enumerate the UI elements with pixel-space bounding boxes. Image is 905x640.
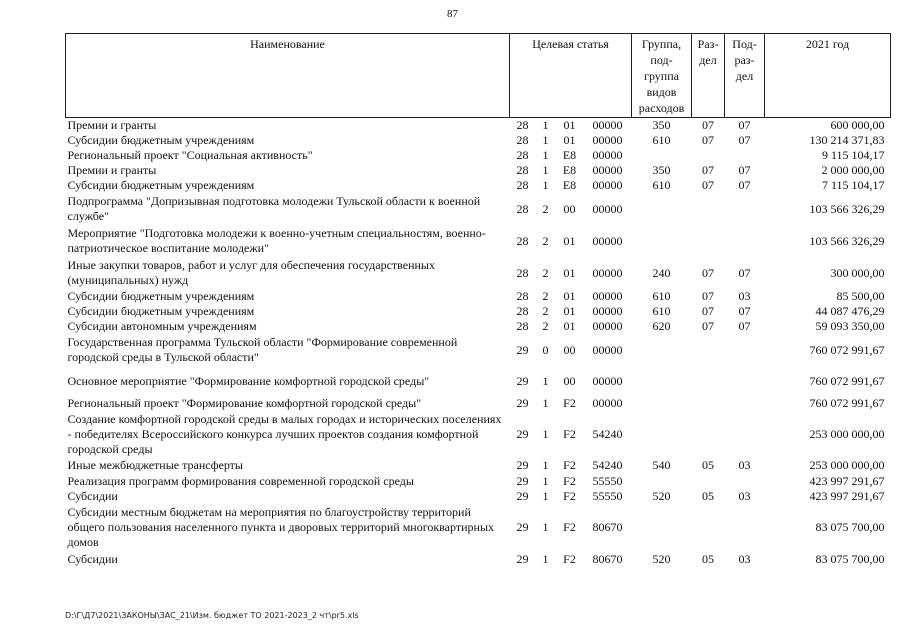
table-row [66,334,891,366]
cell-section [692,193,725,225]
cell-target-direction: 00000 [592,304,623,318]
cell-target-event: 01 [563,289,576,303]
cell-subsection: 07 [738,163,751,177]
header-target-article: Целевая статья [510,34,632,118]
table-row [66,193,891,225]
cell-subsection [725,334,765,366]
cell-target-subprogram: 1 [542,133,549,147]
cell-target-event: 00 [563,373,576,388]
cell-name: Субсидии автономным учреждениям [67,319,257,333]
cell-expense-group [632,334,692,366]
cell-target-direction: 00000 [592,319,623,333]
cell-name: Субсидии бюджетным учреждениям [67,178,255,192]
cell-target-event: F2 [563,473,576,488]
cell-target-program: 28 [516,133,529,147]
cell-name: Иные межбюджетные трансферты [67,457,243,472]
cell-expense-group: 350 [652,118,671,132]
cell-section [692,148,725,163]
cell-subsection: 03 [738,289,751,303]
cell-target-subprogram: 2 [542,289,549,303]
cell-amount-2021: 423 997 291,67 [809,489,885,503]
table-row [66,550,891,568]
cell-target-direction: 55550 [592,489,623,503]
cell-amount-2021: 423 997 291,67 [809,473,885,488]
cell-name: Реализация программ формирования современной городской среды [67,473,414,488]
cell-expense-group: 240 [652,265,671,280]
cell-amount-2021: 760 072 991,67 [809,373,885,388]
cell-target-subprogram: 1 [542,426,549,441]
cell-section: 07 [702,163,715,177]
cell-target-event: 01 [563,118,576,132]
cell-target-direction: 00000 [592,201,623,216]
cell-subsection: 07 [738,133,751,147]
cell-target-event: E8 [562,178,577,192]
table-row [66,457,891,473]
cell-amount-2021: 760 072 991,67 [809,396,885,410]
table-row [66,148,891,163]
cell-section: 07 [702,133,715,147]
cell-target-event: F2 [563,551,576,566]
cell-amount-2021: 9 115 104,17 [821,148,885,162]
cell-section: 07 [702,118,715,132]
cell-section [692,334,725,366]
cell-name: Субсидии [67,489,118,503]
cell-target-subprogram: 1 [542,178,549,192]
cell-target-program: 28 [516,118,529,132]
table-row [66,473,891,489]
header-year-2021: 2021 год [765,34,891,118]
cell-target-subprogram: 1 [542,457,549,472]
cell-expense-group: 620 [652,319,671,333]
cell-target-program: 29 [516,373,529,388]
cell-subsection: 03 [738,551,751,566]
cell-target-subprogram: 1 [542,396,549,410]
cell-amount-2021: 59 093 350,00 [815,319,885,333]
cell-target-direction: 54240 [592,426,623,441]
cell-amount-2021: 7 115 104,17 [821,178,885,192]
cell-name: Основное мероприятие "Формирование комфортной городской среды" [67,373,430,388]
cell-section [692,411,725,457]
cell-target-direction: 00000 [592,133,623,147]
table-body [66,118,891,569]
cell-amount-2021: 44 087 476,29 [815,304,885,318]
cell-expense-group [632,504,692,550]
cell-name: Региональный проект "Социальная активность" [67,148,313,162]
cell-section: 05 [702,489,715,503]
cell-target-subprogram: 1 [542,489,549,503]
cell-target-direction: 00000 [592,163,623,177]
cell-target-program: 28 [516,304,529,318]
cell-section [692,473,725,489]
table-row [66,178,891,193]
cell-subsection: 07 [738,304,751,318]
table-header-row [66,34,891,118]
cell-amount-2021: 600 000,00 [830,118,885,132]
cell-section [692,366,725,396]
cell-name: Субсидии местным бюджетам на мероприятия по благоустройству территорий общего пользования населенного пункта и дворовых территорий многоквартирных домов [67,504,495,549]
cell-amount-2021: 300 000,00 [830,265,885,280]
cell-target-event: 01 [563,304,576,318]
cell-expense-group [632,225,692,257]
cell-expense-group [632,148,692,163]
cell-section: 07 [702,319,715,333]
cell-expense-group: 610 [652,304,671,318]
cell-target-program: 29 [516,551,529,566]
cell-target-subprogram: 0 [542,342,549,357]
cell-target-direction: 00000 [592,148,623,162]
cell-subsection [725,193,765,225]
cell-target-program: 29 [516,342,529,357]
cell-amount-2021: 2 000 000,00 [821,163,885,177]
table-row [66,319,891,334]
header-name: Наименование [66,34,510,118]
cell-name: Субсидии бюджетным учреждениям [67,133,255,147]
cell-subsection [725,411,765,457]
cell-target-subprogram: 2 [542,265,549,280]
cell-expense-group [632,396,692,411]
cell-expense-group [632,473,692,489]
cell-target-direction: 00000 [592,178,623,192]
cell-section [692,396,725,411]
cell-amount-2021: 253 000 000,00 [809,457,885,472]
cell-section [692,225,725,257]
cell-target-event: F2 [563,489,576,503]
cell-section [692,504,725,550]
cell-amount-2021: 85 500,00 [836,289,885,303]
cell-name: Премии и гранты [67,118,157,132]
cell-subsection [725,504,765,550]
cell-section: 07 [702,265,715,280]
cell-expense-group: 540 [652,457,671,472]
cell-section: 05 [702,551,715,566]
cell-target-event: 01 [563,319,576,333]
cell-target-direction: 00000 [592,373,623,388]
cell-target-event: F2 [563,396,576,410]
cell-name: Субсидии бюджетным учреждениям [67,289,255,303]
cell-target-subprogram: 1 [542,519,549,534]
cell-name: Подпрограмма "Допризывная подготовка молодежи Тульской области к военной службе" [67,194,481,223]
cell-target-program: 28 [516,163,529,177]
cell-target-direction: 00000 [592,342,623,357]
cell-target-program: 29 [516,396,529,410]
cell-section: 07 [702,304,715,318]
cell-target-program: 28 [516,319,529,333]
cell-target-event: 01 [563,233,576,248]
header-subsection: Под-раз-дел [725,34,765,118]
cell-subsection [725,225,765,257]
cell-target-program: 28 [516,233,529,248]
cell-target-direction: 55550 [592,473,623,488]
cell-name: Субсидии [67,551,118,566]
cell-name: Региональный проект "Формирование комфортной городской среды" [67,396,422,410]
cell-name: Создание комфортной городской среды в малых городах и исторических поселениях - победителях Всероссийского конкурса лучших проектов создания комфортной городской среды [67,411,502,456]
cell-name: Премии и гранты [67,163,157,177]
cell-amount-2021: 253 000 000,00 [809,426,885,441]
header-section: Раз-дел [692,34,725,118]
cell-target-direction: 00000 [592,289,623,303]
cell-amount-2021: 83 075 700,00 [815,551,885,566]
cell-name: Мероприятие "Подготовка молодежи к военно-учетным специальностям, военно-патриотическое воспитание молодежи" [67,226,486,255]
cell-target-program: 28 [516,265,529,280]
cell-expense-group: 610 [652,178,671,192]
cell-target-event: F2 [563,426,576,441]
cell-target-direction: 00000 [592,118,623,132]
cell-target-subprogram: 1 [542,551,549,566]
table-row [66,411,891,457]
cell-expense-group [632,411,692,457]
cell-name: Иные закупки товаров, работ и услуг для обеспечения государственных (муниципальных) нужд [67,258,435,287]
cell-target-event: 01 [563,265,576,280]
table-row [66,118,891,134]
cell-subsection: 03 [738,457,751,472]
cell-target-event: 00 [563,201,576,216]
table-row [66,366,891,396]
cell-expense-group: 610 [652,133,671,147]
cell-target-program: 28 [516,148,529,162]
cell-target-subprogram: 1 [542,148,549,162]
cell-target-subprogram: 1 [542,118,549,132]
cell-expense-group: 610 [652,289,671,303]
cell-subsection [725,396,765,411]
table-row [66,304,891,319]
cell-target-event: F2 [563,519,576,534]
cell-section: 07 [702,178,715,192]
cell-amount-2021: 130 214 371,83 [809,133,885,147]
file-path-footer: D:\Г\Д7\2021\ЗАКОНЫ\ЗАС_21\Изм. бюджет ТО 2021-2023_2 чт\pr5.xls [65,611,359,620]
cell-target-program: 29 [516,426,529,441]
cell-expense-group [632,366,692,396]
cell-subsection [725,366,765,396]
table-row [66,133,891,148]
cell-target-subprogram: 2 [542,201,549,216]
budget-table [65,33,891,568]
cell-target-event: 01 [563,133,576,147]
cell-target-direction: 00000 [592,396,623,410]
cell-target-subprogram: 1 [542,373,549,388]
page-number: 87 [447,8,458,20]
header-expense-group: Группа, под-группа видов расходов [632,34,692,118]
cell-target-direction: 54240 [592,457,623,472]
table-row [66,504,891,550]
cell-expense-group: 350 [652,163,671,177]
cell-subsection [725,473,765,489]
cell-target-event: E8 [562,148,577,162]
cell-target-subprogram: 1 [542,473,549,488]
cell-target-program: 29 [516,519,529,534]
cell-target-direction: 00000 [592,265,623,280]
cell-target-program: 29 [516,473,529,488]
cell-target-program: 29 [516,457,529,472]
cell-subsection: 03 [738,489,751,503]
cell-target-subprogram: 2 [542,233,549,248]
cell-section: 07 [702,289,715,303]
cell-target-event: E8 [562,163,577,177]
cell-amount-2021: 103 566 326,29 [809,201,885,216]
cell-target-program: 28 [516,289,529,303]
cell-expense-group [632,193,692,225]
cell-amount-2021: 103 566 326,29 [809,233,885,248]
cell-subsection: 07 [738,118,751,132]
cell-amount-2021: 760 072 991,67 [809,342,885,357]
table-row [66,225,891,257]
cell-target-subprogram: 2 [542,304,549,318]
cell-target-direction: 80670 [592,551,623,566]
cell-subsection: 07 [738,178,751,192]
cell-target-subprogram: 2 [542,319,549,333]
cell-amount-2021: 83 075 700,00 [815,519,885,534]
cell-expense-group: 520 [652,489,671,503]
cell-subsection [725,148,765,163]
cell-target-program: 29 [516,489,529,503]
cell-target-subprogram: 1 [542,163,549,177]
cell-target-program: 28 [516,201,529,216]
cell-subsection: 07 [738,319,751,333]
cell-subsection: 07 [738,265,751,280]
cell-target-direction: 00000 [592,233,623,248]
cell-target-event: 00 [563,342,576,357]
cell-target-direction: 80670 [592,519,623,534]
table-row [66,163,891,178]
cell-expense-group: 520 [652,551,671,566]
cell-target-program: 28 [516,178,529,192]
table-row [66,396,891,411]
cell-section: 05 [702,457,715,472]
cell-name: Государственная программа Тульской области "Формирование современной городской среды в Тульской области" [67,335,458,364]
table-row [66,257,891,289]
cell-target-event: F2 [563,457,576,472]
table-row [66,489,891,504]
cell-name: Субсидии бюджетным учреждениям [67,304,255,318]
table-row [66,289,891,304]
